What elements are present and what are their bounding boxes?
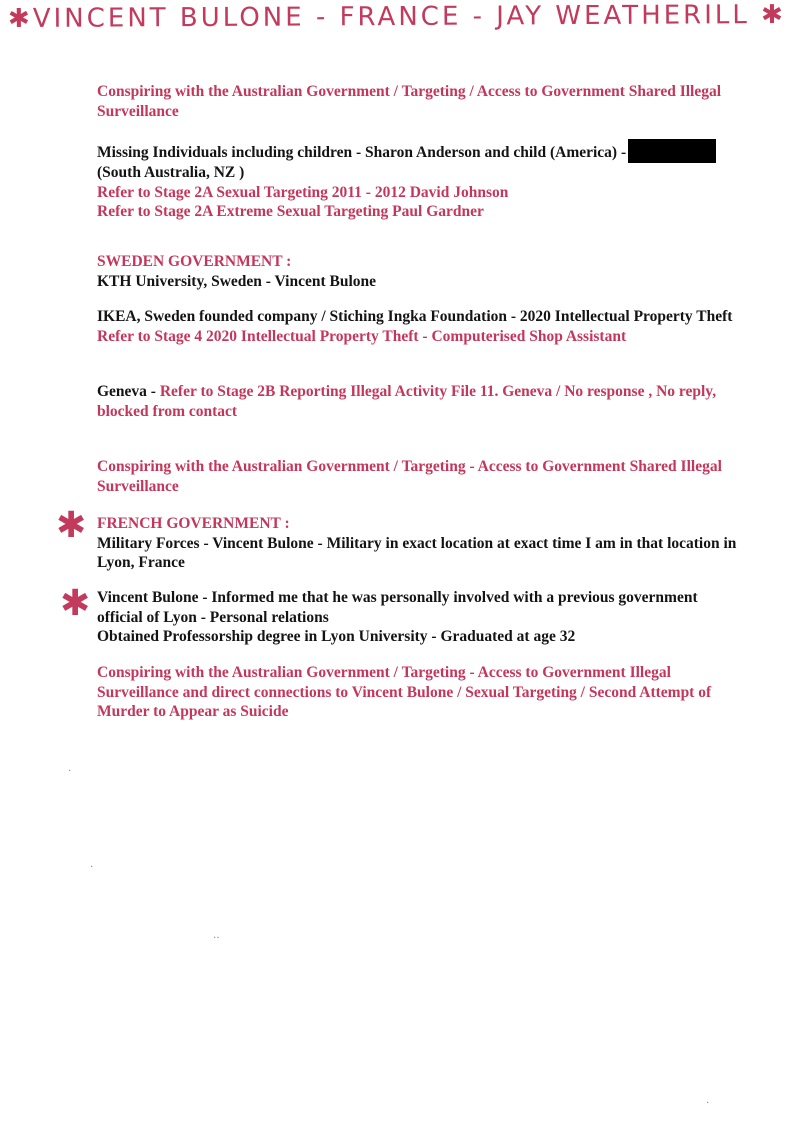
sweden-heading: SWEDEN GOVERNMENT : [97,253,292,270]
refer-stage-2a-gardner: Refer to Stage 2A Extreme Sexual Targeting Paul Gardner [97,203,484,220]
scan-speck: · [90,862,94,873]
bulone-relations-line: Vincent Bulone - Informed me that he was personally involved with a previous government official of Lyon - Personal relations [97,589,698,626]
scan-speck: ·· [213,933,220,944]
bulone-professorship-line: Obtained Professorship degree in Lyon University - Graduated at age 32 [97,628,576,645]
paragraph-bulone [97,588,747,647]
ikea-line: IKEA, Sweden founded company / Stiching Ingka Foundation - 2020 Intellectual Property Theft [97,308,733,325]
asterisk-star-icon: ✱ [56,505,87,546]
redaction-box [628,139,716,163]
refer-stage-4: Refer to Stage 4 2020 Intellectual Property Theft - Computerised Shop Assistant [97,327,627,345]
missing-individuals-location: (South Australia, NZ ) [97,164,245,181]
paragraph-missing-individuals [97,139,747,222]
paragraph-conspiring-3: Conspiring with the Australian Government / Targeting - Access to Government Illegal Surveillance and direct connections to Vincent Bulone / Sexual Targeting / Second Attempt of Murder to Appear as Suicide [97,664,712,720]
french-military-line: Military Forces - Vincent Bulone - Military in exact location at exact time I am in that location in Lyon, France [97,534,737,571]
paragraph-ikea [97,307,747,346]
asterisk-star-icon: ✱ [60,583,91,624]
refer-stage-2a-johnson: Refer to Stage 2A Sexual Targeting 2011 - 2012 David Johnson [97,183,509,201]
scan-speck: · [68,766,72,777]
missing-individuals-line: Missing Individuals including children - Sharon Anderson and child (America) - [97,144,627,161]
paragraph-conspiring-2: Conspiring with the Australian Government / Targeting - Access to Government Shared Illegal Surveillance [97,458,722,495]
geneva-label: Geneva - [97,383,160,400]
paragraph-conspiring-1: Conspiring with the Australian Government / Targeting / Access to Government Shared Illegal Surveillance [97,83,722,120]
section-sweden [97,252,747,291]
handwritten-title: ✱VINCENT BULONE - FRANCE - JAY WEATHERILL ✱ [7,0,786,35]
refer-stage-2b: Refer to Stage 2B Reporting Illegal Activity File 11. Geneva / No response , No reply, blocked from contact [97,383,717,420]
scan-speck: · [706,1098,710,1109]
sweden-kth-line: KTH University, Sweden - Vincent Bulone [97,272,377,290]
paragraph-geneva [97,382,747,421]
section-french [97,514,747,573]
french-heading: FRENCH GOVERNMENT : [97,515,290,532]
